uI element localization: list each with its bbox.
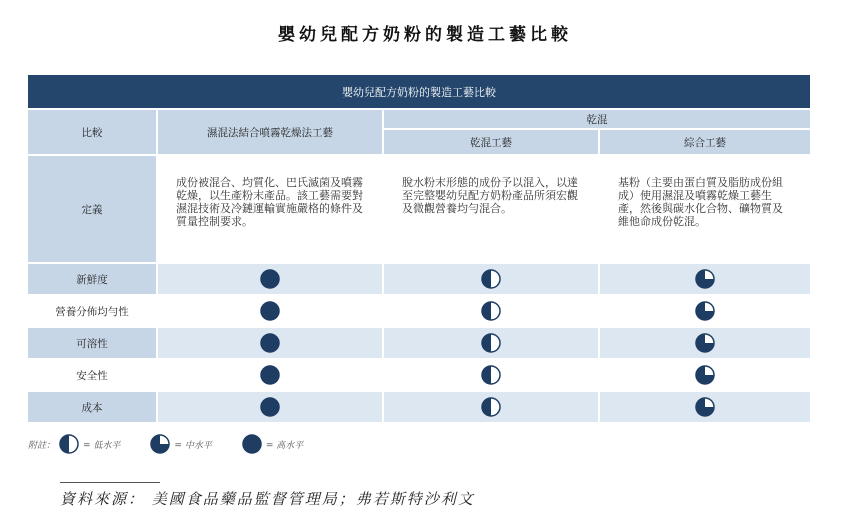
table-banner: 嬰幼兒配方奶粉的製造工藝比較 xyxy=(27,74,811,109)
header-wet-process: 濕混法結合噴霧乾燥法工藝 xyxy=(157,109,383,155)
row-label-nutrient-uniformity: 營養分佈均勻性 xyxy=(27,295,157,327)
definition-dry: 脫水粉末形態的成份予以混入，以達至完整嬰幼兒配方奶粉產品所須宏觀及微觀營養均勻混合。 xyxy=(383,155,599,263)
legend-mid-label: = 中水平 xyxy=(174,440,212,451)
row-label-solubility: 可溶性 xyxy=(27,327,157,359)
level-cell xyxy=(383,295,599,327)
level-cell xyxy=(599,359,811,391)
legend-low-label: = 低水平 xyxy=(83,440,121,451)
legend-prefix: 附註： xyxy=(28,440,56,451)
legend-high-label: = 高水平 xyxy=(265,440,304,451)
full-circle-icon xyxy=(260,301,280,321)
full-circle-icon xyxy=(260,397,280,417)
legend-low xyxy=(55,434,120,454)
full-circle-icon xyxy=(260,269,280,289)
header-dry-mix: 乾混工藝 xyxy=(383,129,599,155)
header-combined: 綜合工藝 xyxy=(599,129,811,155)
level-cell xyxy=(599,295,811,327)
three-quarter-circle-icon xyxy=(146,434,174,454)
level-cell xyxy=(157,359,383,391)
three-quarter-circle-icon xyxy=(695,333,715,353)
table-row xyxy=(27,327,811,359)
source-divider xyxy=(60,482,160,483)
level-cell xyxy=(599,263,811,295)
header-compare: 比較 xyxy=(27,109,157,155)
legend-mid xyxy=(146,434,211,454)
three-quarter-circle-icon xyxy=(695,397,715,417)
level-cell xyxy=(157,327,383,359)
full-circle-icon xyxy=(260,365,280,385)
row-label-cost: 成本 xyxy=(27,391,157,423)
half-circle-icon xyxy=(481,365,501,385)
level-cell xyxy=(383,359,599,391)
half-circle-icon xyxy=(481,269,501,289)
row-label-safety: 安全性 xyxy=(27,359,157,391)
page-title: 嬰幼兒配方奶粉的製造工藝比較 xyxy=(278,25,572,45)
table-row xyxy=(27,295,811,327)
definition-combined: 基粉（主要由蛋白質及脂肪成份組成）使用濕混及噴霧乾燥工藝生產，然後與碳水化合物、礦物質及維他命成份乾混。 xyxy=(599,155,811,263)
three-quarter-circle-icon xyxy=(695,301,715,321)
half-circle-icon xyxy=(481,333,501,353)
half-circle-icon xyxy=(481,397,501,417)
three-quarter-circle-icon xyxy=(695,365,715,385)
definition-wet: 成份被混合、均質化、巴氏滅菌及噴霧乾燥，以生產粉末產品。該工藝需要對濕混技術及冷鏈運輸實施嚴格的條件及質量控制要求。 xyxy=(157,155,383,263)
comparison-table xyxy=(26,73,812,424)
table-row xyxy=(27,263,811,295)
row-label-freshness: 新鮮度 xyxy=(27,263,157,295)
level-cell xyxy=(383,391,599,423)
level-cell xyxy=(157,391,383,423)
three-quarter-circle-icon xyxy=(695,269,715,289)
level-cell xyxy=(157,295,383,327)
level-cell xyxy=(383,263,599,295)
level-cell xyxy=(383,327,599,359)
header-dry-group: 乾混 xyxy=(383,109,811,129)
full-circle-icon xyxy=(260,333,280,353)
level-cell xyxy=(599,391,811,423)
half-circle-icon xyxy=(55,434,83,454)
table-row xyxy=(27,359,811,391)
full-circle-icon xyxy=(238,434,266,454)
legend xyxy=(28,432,329,456)
table-row xyxy=(27,391,811,423)
source-note: 資料來源： 美國食品藥品監督管理局；弗若斯特沙利文 xyxy=(60,490,475,508)
legend-high xyxy=(238,434,303,454)
half-circle-icon xyxy=(481,301,501,321)
level-cell xyxy=(157,263,383,295)
level-cell xyxy=(599,327,811,359)
definition-label: 定義 xyxy=(27,155,157,263)
